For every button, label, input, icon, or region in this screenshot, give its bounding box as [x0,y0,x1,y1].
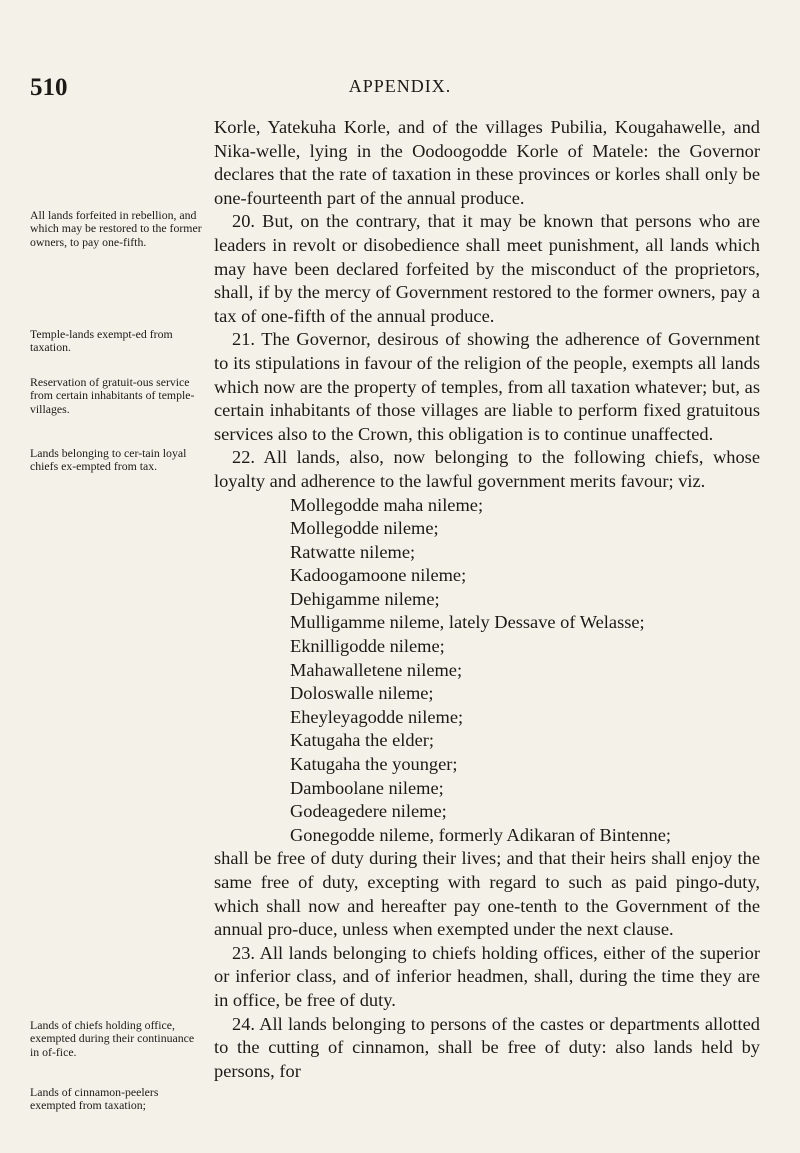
paragraph-22-continuation: shall be free of duty during their lives; and that their heirs shall enjoy the same free of duty, excepting with regard to such as paid pingo-duty, which shall now and hereafter pay one-tenth to the Government of the annual pro-duce, unless when exempted under the next clause. [214,848,760,940]
margin-note-forfeited-lands: All lands forfeited in rebellion, and which may be restored to the former owners, to pay one-fifth. [30,208,202,249]
list-item: Katugaha the elder; [290,730,434,751]
margin-note-gratuitous-service: Reservation of gratuit-ous service from certain inhabitants of temple-villages. [30,375,195,416]
paragraph-23: 23. All lands belonging to chiefs holding offices, either of the superior or inferior class, and of inferior headmen, shall, during the time they are in office, be free of duty. [214,942,760,1010]
list-item: Mulligamme nileme, lately Dessave of Welasse; [290,612,645,633]
list-item: Eheyleyagodde nileme; [290,706,464,727]
list-item: Katugaha the younger; [290,754,458,775]
list-item: Gonegodde nileme, formerly Adikaran of Bintenne; [290,824,671,845]
list-item: Damboolane nileme; [290,777,444,798]
margin-note-cinnamon-peelers: Lands of cinnamon-peelers exempted from taxation; [30,1085,159,1113]
list-item: Ratwatte nileme; [290,541,416,562]
list-item: Godeagedere nileme; [290,801,447,822]
list-item: Doloswalle nileme; [290,683,434,704]
list-item: Mahawalletene nileme; [290,659,463,680]
page-number: 510 [30,74,68,101]
paragraph-21: 21. The Governor, desirous of showing the adherence of Government to its stipulations in favour of the religion of the people, exempts all lands which now are the property of temples, from all taxation whatever; but, as certain inhabitants of those villages are liable to perform fixed gratuitous services also to the Crown, this obligation is to continue unaffected. [214,329,760,444]
list-item: Kadoogamoone nileme; [290,565,467,586]
margin-note-loyal-chiefs: Lands belonging to cer-tain loyal chiefs ex-empted from tax. [30,446,187,474]
chiefs-list [214,494,760,848]
margin-note-office-holders: Lands of chiefs holding office, exempted during their continuance in of-fice. [30,1018,195,1059]
paragraph-22: 22. All lands, also, now belonging to the following chiefs, whose loyalty and adherence to the lawful government merits favour; viz. [214,447,760,491]
list-item: Mollegodde maha nileme; [290,494,484,515]
running-head: APPENDIX. [348,76,452,96]
list-item: Dehigamme nileme; [290,588,440,609]
list-item: Mollegodde nileme; [290,518,439,539]
paragraph-24: 24. All lands belonging to persons of the castes or departments allotted to the cutting of cinnamon, shall be free of duty: also lands held by persons, for [214,1013,760,1081]
list-item: Eknilligodde nileme; [290,636,445,657]
margin-note-temple-lands: Temple-lands exempt-ed from taxation. [30,327,173,355]
paragraph-20: 20. But, on the contrary, that it may be known that persons who are leaders in revolt or disobedience shall meet punishment, all lands which may have been declared forfeited by the misconduct of the proprietors, shall, if by the mercy of Government restored to the former owners, pay a tax of one-fifth of the annual produce. [214,211,760,326]
paragraph-19-continuation: Korle, Yatekuha Korle, and of the villages Pubilia, Kougahawelle, and Nika-welle, lying in the Oodoogodde Korle of Matele: the Governor declares that the rate of taxation in these provinces or korles shall only be one-fourteenth part of the annual produce. [214,117,760,208]
body-text [214,116,760,1083]
